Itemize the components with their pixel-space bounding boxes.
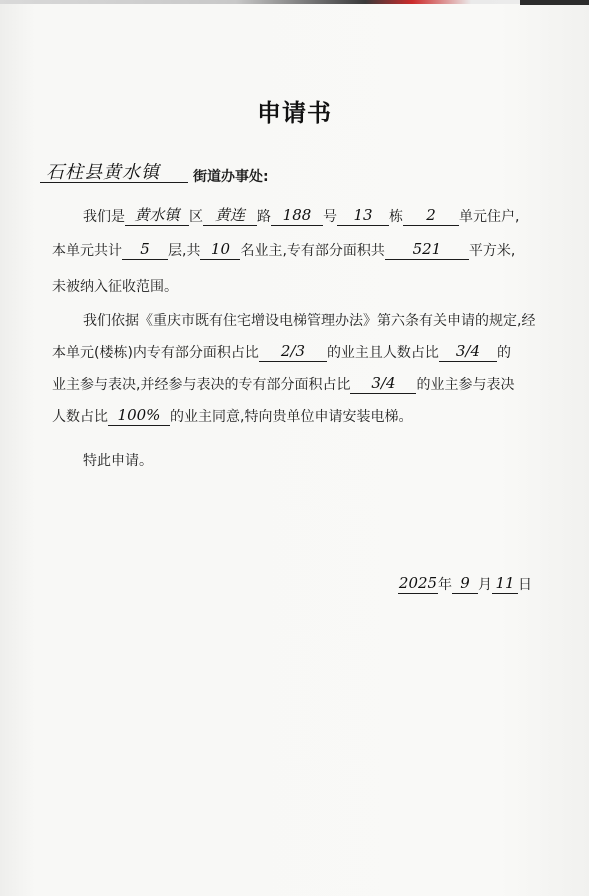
p1-text: 名业主,专有部分面积共 [240,243,385,259]
p2-text: 的业主参与表决 [416,377,515,393]
day-label: 日 [518,577,532,593]
date-line [398,574,532,594]
p1-text: 单元住户, [459,209,520,225]
p2-text: 人数占比 [52,409,108,425]
scan-edge-strip [0,0,589,4]
people-ratio-field: 3/4 [439,343,497,362]
p1-text: 本单元共计 [52,243,122,259]
p2-line-3 [52,374,514,394]
addressee-handwritten: 石柱县黄水镇 [46,162,160,183]
day-field: 11 [492,575,518,594]
road-number-field: 188 [271,207,323,226]
p2-line-4 [52,406,412,426]
p2-text: 的业主同意,特向贵单位申请安装电梯。 [170,409,413,425]
p1-text: 号 [323,209,337,225]
month-field: 9 [452,575,478,594]
unit-field: 2 [403,207,459,226]
scan-edge-mark [520,0,589,5]
p1-text: 我们是 [83,209,125,225]
area-field: 521 [385,241,469,260]
closing-text: 特此申请。 [83,453,153,469]
document-title: 申请书 [257,99,332,127]
p1-text: 栋 [389,209,403,225]
p2-text: 的 [496,345,511,361]
area-ratio-field: 2/3 [259,343,327,362]
p2-line-2 [52,342,511,362]
p2-text: 我们依据《重庆市既有住宅增设电梯管理办法》第六条有关申请的规定,经 [83,313,536,329]
p1-text: 层,共 [168,243,201,259]
building-field: 13 [337,207,389,226]
p2-text: 业主参与表决,并经参与表决的专有部分面积占比 [52,377,351,393]
closing-line [83,450,153,470]
p1-text: 区 [189,209,203,225]
owners-field: 10 [200,241,240,260]
voted-area-ratio-field: 3/4 [350,375,416,394]
p1-text: 平方米, [468,243,516,259]
p1-line-2 [52,240,515,260]
agree-ratio-field: 100% [108,407,170,426]
p2-text: 的业主且人数占比 [326,345,439,361]
p1-text: 路 [257,209,271,225]
town-field: 黄水镇 [125,207,189,226]
year-field: 2025 [398,574,438,592]
addressee-suffix: 街道办事处: [193,169,269,185]
p1-line-1 [83,206,519,226]
floors-field: 5 [122,241,168,260]
year-label: 年 [438,577,452,593]
addressee-underline [40,182,188,183]
p2-text: 本单元(楼栋)内专有部分面积占比 [52,345,259,361]
road-field: 黄连 [203,207,257,226]
p1-line-3 [52,276,178,296]
p1-text: 未被纳入征收范围。 [52,279,178,295]
p2-line-1 [83,310,535,330]
month-label: 月 [478,577,492,593]
